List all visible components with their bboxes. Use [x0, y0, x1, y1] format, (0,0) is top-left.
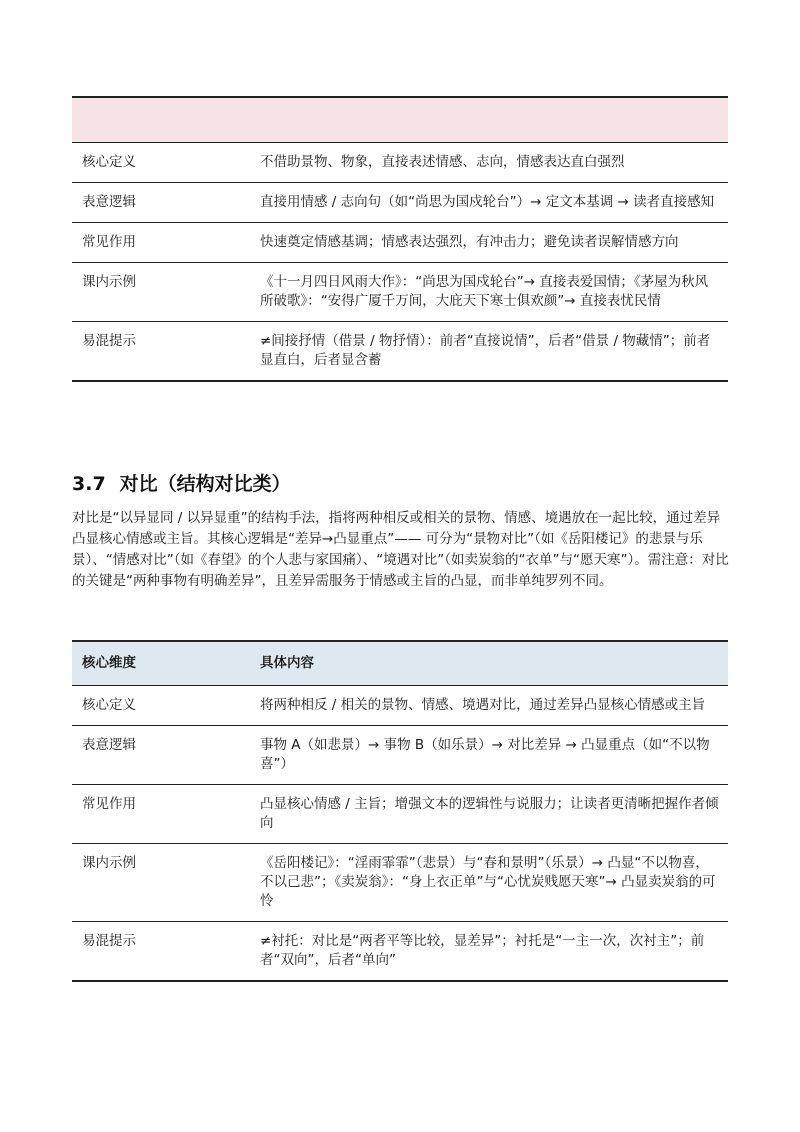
contrast-table	[72, 640, 728, 982]
table-row	[72, 143, 728, 183]
table-row	[72, 726, 728, 785]
row-content: 《岳阳楼记》：“淫雨霏霏”（悲景）与“春和景明”（乐景）→ 凸显“不以物喜，不以己悲”；《卖炭翁》：“身上衣正单”与“心忧炭贱愿天寒”→ 凸显卖炭翁的可怜	[250, 844, 728, 922]
row-content: ≠间接抒情（借景 / 物抒情）：前者“直接说情”，后者“借景 / 物藏情”；前者显直白，后者显含蓄	[250, 322, 728, 382]
row-label: 易混提示	[72, 322, 250, 382]
row-label: 表意逻辑	[72, 183, 250, 223]
row-content: 凸显核心情感 / 主旨；增强文本的逻辑性与说服力；让读者更清晰把握作者倾向	[250, 785, 728, 844]
table-row	[72, 922, 728, 982]
row-label: 易混提示	[72, 922, 250, 982]
row-content: 直接用情感 / 志向句（如“尚思为国戍轮台”）→ 定文本基调 → 读者直接感知	[250, 183, 728, 223]
table-header-cell: 核心维度	[72, 641, 250, 686]
row-label: 常见作用	[72, 785, 250, 844]
table-row	[72, 223, 728, 263]
table-header-cell: 具体内容	[250, 641, 728, 686]
section-number: 3.7	[72, 473, 106, 495]
row-content: 将两种相反 / 相关的景物、情感、境遇对比，通过差异凸显核心情感或主旨	[250, 686, 728, 726]
table-row	[72, 785, 728, 844]
section-title-text: 对比（结构对比类）	[119, 473, 291, 495]
row-label: 课内示例	[72, 844, 250, 922]
table-header-cell	[250, 97, 728, 143]
table-row	[72, 844, 728, 922]
table-row	[72, 322, 728, 382]
table-row	[72, 183, 728, 223]
direct-lyricism-table	[72, 96, 728, 382]
table-row	[72, 263, 728, 322]
table-header-row	[72, 641, 728, 686]
row-label: 常见作用	[72, 223, 250, 263]
row-content: 快速奠定情感基调；情感表达强烈，有冲击力；避免读者误解情感方向	[250, 223, 728, 263]
row-content: ≠衬托：对比是“两者平等比较，显差异”；衬托是“一主一次，次衬主”；前者“双向”，后者“单向”	[250, 922, 728, 982]
table-header-row	[72, 97, 728, 143]
row-label: 核心定义	[72, 143, 250, 183]
row-label: 表意逻辑	[72, 726, 250, 785]
section-intro-paragraph: 对比是“以异显同 / 以异显重”的结构手法，指将两种相反或相关的景物、情感、境遇放在一起比较，通过差异凸显核心情感或主旨。其核心逻辑是“差异→凸显重点”—— 可分为“景物对比”（如《岳阳楼记》的悲景与乐景）、“情感对比”（如《春望》的个人悲与家国痛）、“境遇对比”（如卖炭翁的“衣单”与“愿天寒”）。需注意：对比的关键是“两种事物有明确差异”，且差异需服务于情感或主旨的凸显，而非单纯罗列不同。	[72, 510, 729, 589]
row-label: 核心定义	[72, 686, 250, 726]
table-header-cell	[72, 97, 250, 143]
section-heading	[72, 471, 291, 497]
row-label: 课内示例	[72, 263, 250, 322]
table-row	[72, 686, 728, 726]
row-content: 《十一月四日风雨大作》：“尚思为国戍轮台”→ 直接表爱国情；《茅屋为秋风所破歌》：“安得广厦千万间，大庇天下寒士俱欢颜”→ 直接表忧民情	[250, 263, 728, 322]
row-content: 不借助景物、物象，直接表述情感、志向，情感表达直白强烈	[250, 143, 728, 183]
row-content: 事物 A（如悲景）→ 事物 B（如乐景）→ 对比差异 → 凸显重点（如“不以物喜”）	[250, 726, 728, 785]
